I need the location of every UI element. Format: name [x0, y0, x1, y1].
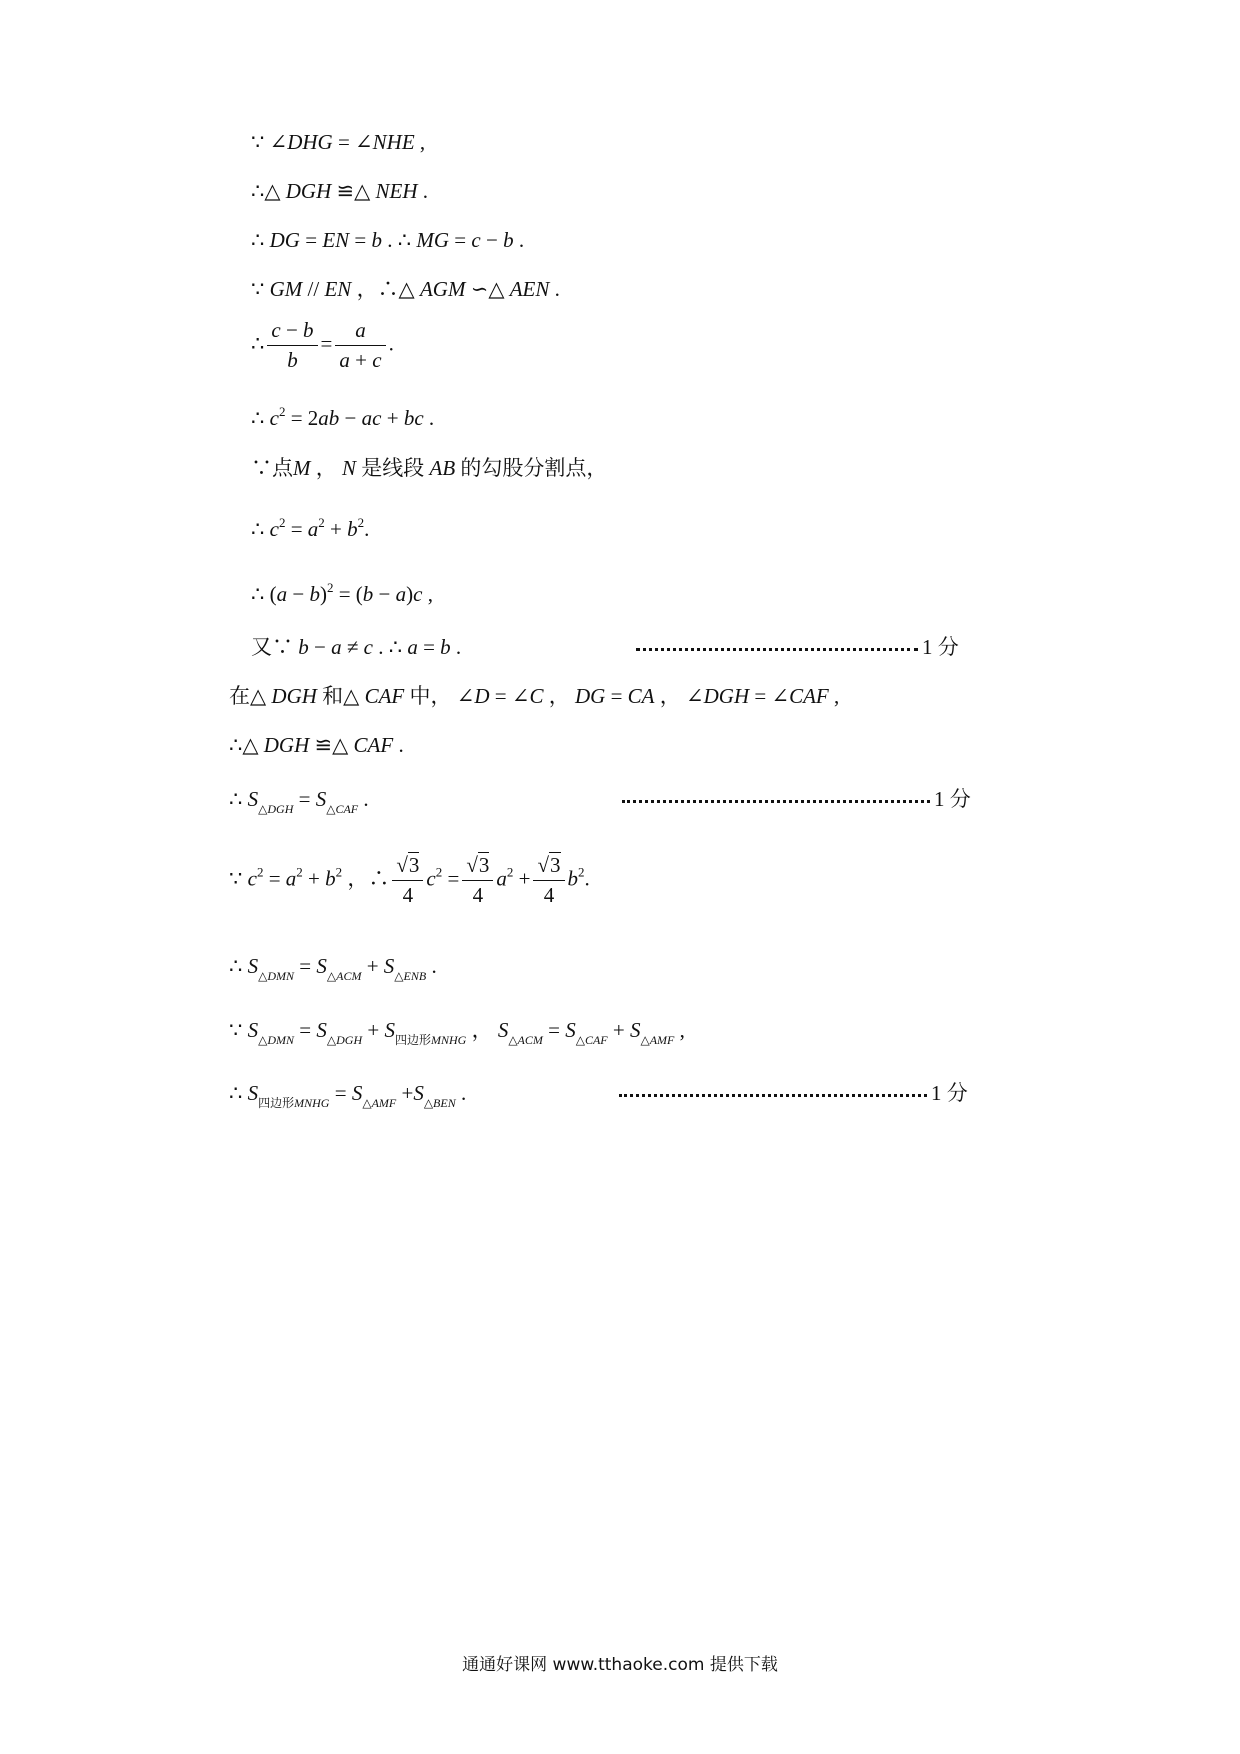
proof-line-10: 又∵ b − a ≠ c . ∴ a = b . — [251, 635, 462, 659]
score-mark-1: 1 分 — [636, 637, 959, 658]
proof-line-12: ∴△ DGH ≌△ CAF . — [229, 733, 404, 757]
score-mark-2: 1 分 — [622, 789, 971, 810]
proof-line-9: ∴ $(a - b)^2 = (b - a)c$ , — [251, 580, 433, 606]
proof-line-17: ∴ $S_{四边形MNHG} = S_{\triangle AMF} +S_{\triangle BEN}$ . — [229, 1081, 467, 1110]
proof-line-14: ∵ $c^2 = a^2 + b^2$ ，∴ $\frac{√3}{4}$ $c^2$ = $\frac{√3}{4}$ $a^2$ + $\frac{√3}{4}$ $b^2$. — [229, 853, 590, 907]
proof-line-15: ∴ $S_{\triangle DMN} = S_{\triangle ACM} + S_{\triangle ENB}$ . — [229, 954, 437, 983]
score-mark-3: 1 分 — [619, 1083, 968, 1104]
proof-line-16: ∵ $S_{\triangle DMN} = S_{\triangle DGH} + S_{四边形MNHG}$ ， $S_{\triangle ACM} = S_{\triangle CAF} + S_{\triangle AMF}$ , — [229, 1018, 685, 1047]
proof-line-1: ∵ ∠DHG = ∠NHE , — [251, 130, 426, 154]
proof-line-2: ∴△ DGH ≌△ NEH . — [251, 179, 429, 203]
proof-line-6: ∴ $c^2 = 2ab$ − ac + bc . — [251, 404, 435, 430]
text-you: 又 — [251, 635, 272, 659]
proof-line-5: ∴ $\frac{c - b}{b}$ = $\frac{a}{a + c}$ . — [251, 318, 394, 372]
proof-line-11: 在△ DGH 和△ CAF 中， ∠D = ∠C ， DG = CA ， ∠DGH = ∠CAF , — [229, 684, 840, 708]
proof-line-7: ∵点M ， N 是线段 AB 的勾股分割点， — [251, 456, 608, 480]
text-segment: 是线段 — [361, 456, 425, 480]
fraction-sqrt3-a: $\frac{√3}{4}$ — [462, 855, 493, 906]
text-point: 点 — [272, 456, 293, 480]
proof-line-4: ∵ GM // EN ，∴△ AGM ∽△ AEN . — [251, 277, 560, 301]
fraction-left: $\frac{c - b}{b}$ — [267, 320, 317, 371]
proof-line-13: ∴ $S_{\triangle DGH} = S_{\triangle CAF}$ . — [229, 787, 369, 816]
proof-line-8: ∴ $c^2 = a^2 + b^2$. — [251, 515, 370, 541]
footer-download-note: 通通好课网 www.tthaoke.com 提供下载 — [462, 1655, 778, 1675]
fraction-right: $\frac{a}{a + c}$ — [335, 320, 385, 371]
text-pyth: 的勾股分割点， — [460, 456, 608, 480]
fraction-sqrt3-b: $\frac{√3}{4}$ — [533, 855, 564, 906]
proof-line-3: ∴ DG = EN = b . ∴ MG = c − b . — [251, 228, 525, 252]
fraction-sqrt3-c: $\frac{√3}{4}$ — [392, 855, 423, 906]
